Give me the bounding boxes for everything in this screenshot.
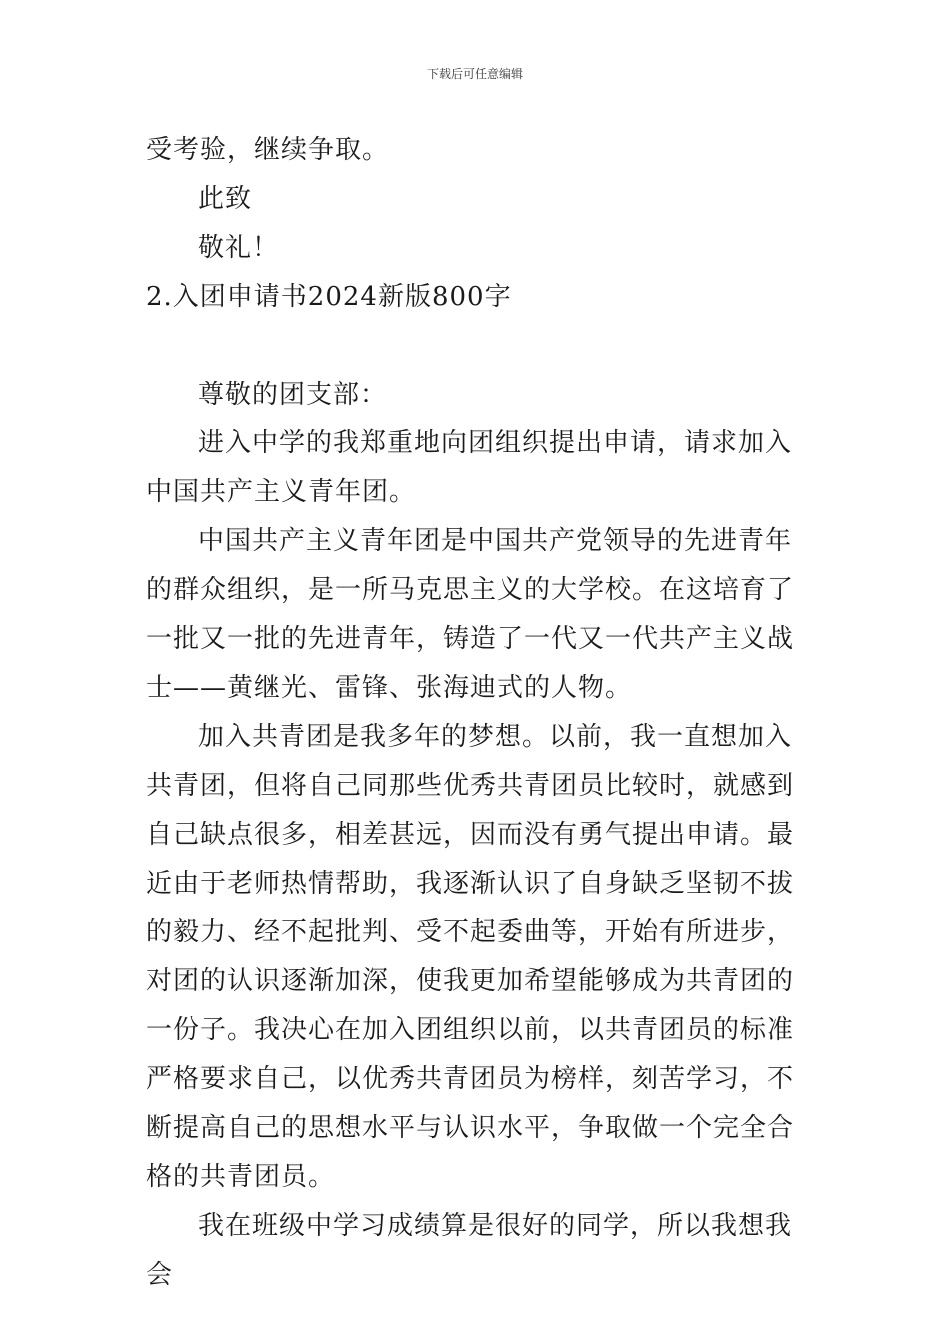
section-heading: 2.入团申请书2024新版800字 xyxy=(146,281,512,312)
page-header: 下载后可任意编辑 xyxy=(426,67,523,81)
blank-line xyxy=(146,322,811,371)
closing-jingli: 敬礼！ xyxy=(198,232,280,263)
paragraph-1: 进入中学的我郑重地向团组织提出申请，请求加入中国共产主义青年团。 xyxy=(146,428,793,508)
paragraph-2: 中国共产主义青年团是中国共产党领导的先进青年的群众组织，是一所马克思主义的大学校。在这培育了一批又一批的先进青年，铸造了一代又一代共产主义战士——黄继光、雷锋、张海迪式的人物。 xyxy=(146,526,795,703)
paragraph-4: 我在班级中学习成绩算是很好的同学，所以我想我会 xyxy=(146,1210,793,1290)
continuation-line: 受考验，继续争取。 xyxy=(146,135,390,165)
salutation: 尊敬的团支部： xyxy=(198,379,388,410)
paragraph-3: 加入共青团是我多年的梦想。以前，我一直想加入共青团，但将自己同那些优秀共青团员比较时，就感到自己缺点很多，相差甚远，因而没有勇气提出申请。最近由于老师热情帮助，我逐渐认识了自身缺乏坚韧不拔的毅力、经不起批判、受不起委曲等，开始有所进步，对团的认识逐渐加深，使我更加希望能够成为共青团的一份子。我决心在加入团组织以前，以共青团员的标准严格要求自己，以优秀共青团员为榜样，刻苦学习，不断提高自己的思想水平与认识水平，争取做一个完全合格的共青团员。 xyxy=(146,721,795,1193)
document-body xyxy=(146,126,811,1300)
closing-cizhi: 此致 xyxy=(198,183,253,214)
